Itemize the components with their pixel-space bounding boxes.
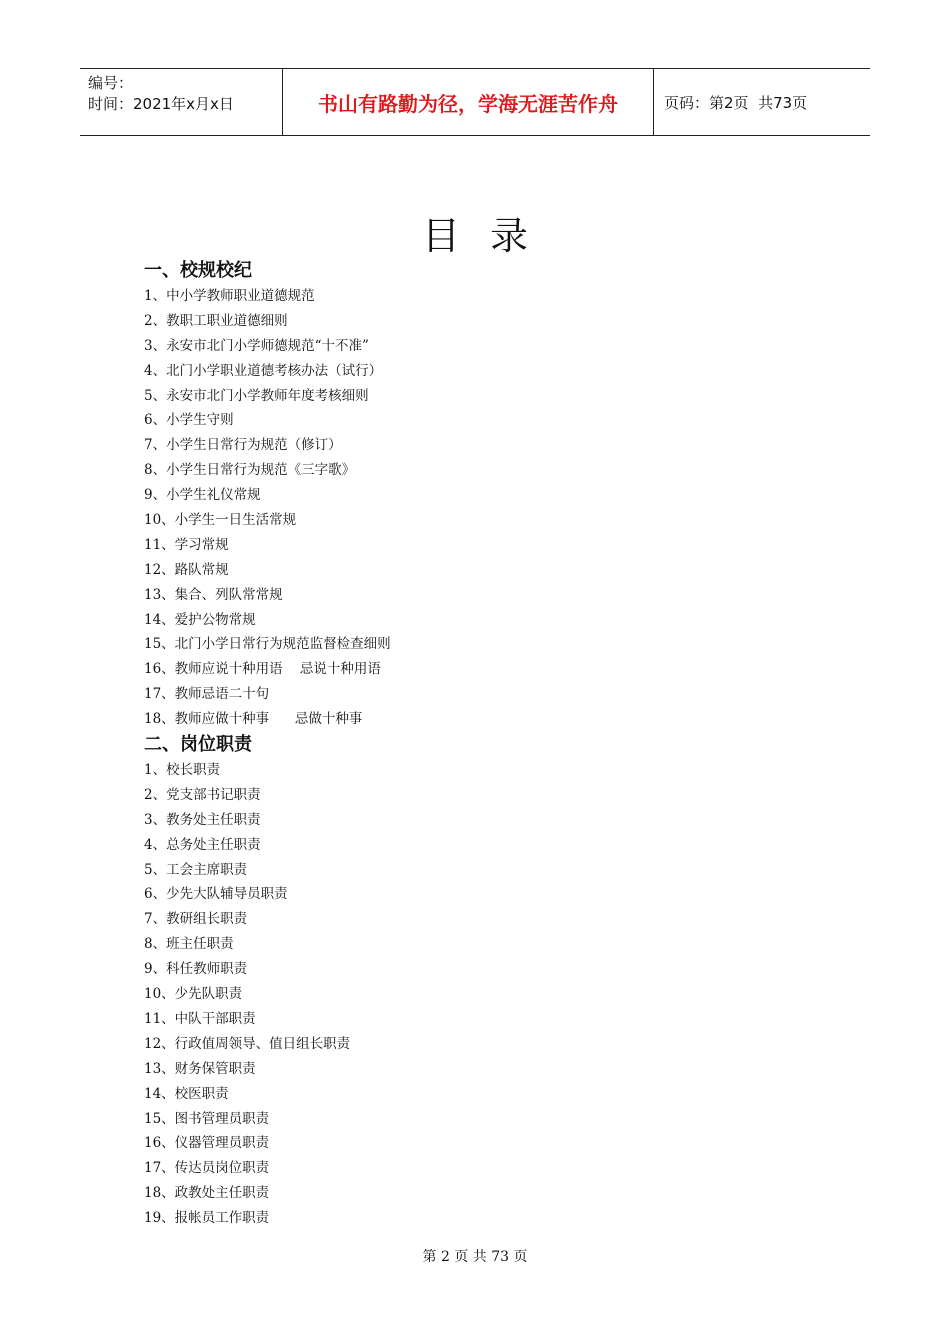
- toc-item: 8、小学生日常行为规范《三字歌》: [144, 462, 356, 479]
- toc-item: 5、永安市北门小学教师年度考核细则: [144, 387, 369, 404]
- header-meta: [80, 69, 282, 135]
- time-label: 时间：2021年x月x日: [88, 95, 234, 113]
- number-label: 编号：: [88, 74, 134, 92]
- toc-item: 15、图书管理员职责: [144, 1110, 270, 1127]
- toc-item: 10、小学生一日生活常规: [144, 512, 297, 529]
- toc-item: 18、政教处主任职责: [144, 1185, 270, 1202]
- toc-item: 7、教研组长职责: [144, 911, 248, 928]
- toc-item: 7、小学生日常行为规范（修订）: [144, 437, 342, 454]
- toc-item: 19、报帐员工作职责: [144, 1210, 270, 1227]
- section-heading: 二、岗位职责: [144, 734, 252, 756]
- toc-item: 4、总务处主任职责: [144, 836, 261, 853]
- toc-item: 3、永安市北门小学师德规范“十不准”: [144, 337, 369, 354]
- toc-item: 8、班主任职责: [144, 936, 234, 953]
- toc-item: 6、小学生守则: [144, 412, 234, 429]
- page-info-text: 页码：第2页 共73页: [664, 93, 808, 112]
- toc-item: 10、少先队职责: [144, 986, 243, 1003]
- toc-item: 17、传达员岗位职责: [144, 1160, 270, 1177]
- toc-item: 11、中队干部职责: [144, 1010, 256, 1027]
- toc-item: 14、爱护公物常规: [144, 611, 256, 628]
- toc-item: 11、学习常规: [144, 536, 229, 553]
- toc-item: 3、教务处主任职责: [144, 811, 261, 828]
- toc-item: 9、科任教师职责: [144, 961, 248, 978]
- toc-item: 15、北门小学日常行为规范监督检查细则: [144, 636, 391, 653]
- toc-item: 2、教职工职业道德细则: [144, 312, 288, 329]
- toc-item: 16、教师应说十种用语 忌说十种用语: [144, 661, 381, 678]
- page-footer: 第 2 页 共 73 页: [422, 1249, 528, 1265]
- table-of-contents: [144, 258, 844, 1231]
- header-page-info: [654, 69, 870, 135]
- toc-item: 2、党支部书记职责: [144, 786, 261, 803]
- section-heading: 一、校规校纪: [144, 260, 252, 281]
- toc-item: 14、校医职责: [144, 1085, 229, 1102]
- header-motto: 书山有路勤为径，学海无涯苦作舟: [282, 69, 654, 135]
- toc-item: 1、中小学教师职业道德规范: [144, 288, 315, 304]
- toc-item: 1、校长职责: [144, 762, 221, 779]
- toc-item: 4、北门小学职业道德考核办法（试行）: [144, 362, 383, 379]
- toc-item: 13、财务保管职责: [144, 1060, 256, 1077]
- document-header: [80, 68, 870, 136]
- toc-item: 12、行政值周领导、值日组长职责: [144, 1035, 351, 1052]
- toc-item: 12、路队常规: [144, 561, 229, 578]
- toc-item: 18、教师应做十种事 忌做十种事: [144, 711, 363, 728]
- toc-item: 5、工会主席职责: [144, 861, 248, 878]
- toc-item: 16、仪器管理员职责: [144, 1135, 270, 1152]
- toc-item: 13、集合、列队常常规: [144, 586, 283, 603]
- toc-item: 17、教师忌语二十句: [144, 686, 270, 703]
- page-title: 目录: [421, 214, 558, 258]
- toc-item: 6、少先大队辅导员职责: [144, 886, 288, 903]
- toc-item: 9、小学生礼仪常规: [144, 487, 261, 504]
